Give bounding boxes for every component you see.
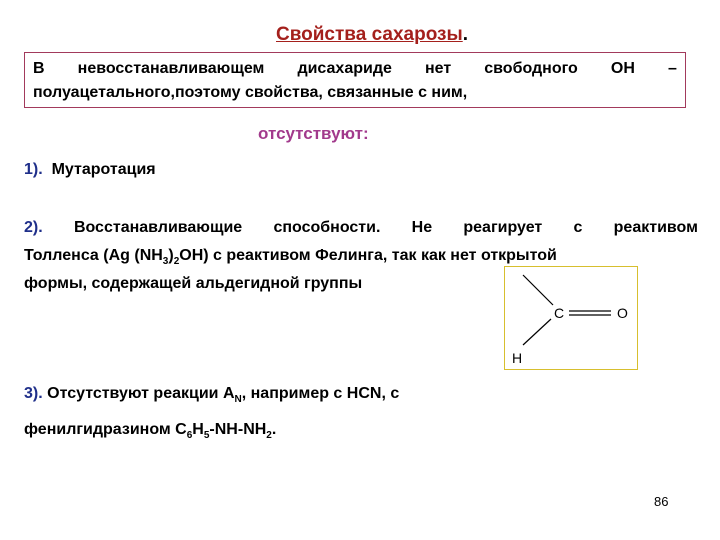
absent-heading: отсутствуют: — [258, 124, 369, 143]
statement-line-1 — [33, 57, 677, 81]
subscript: 3 — [162, 256, 169, 268]
item-3-text: H — [192, 421, 204, 438]
item-2-text: OH) с реактивом Фелинга, так как нет открытой — [179, 247, 557, 264]
subscript: 6 — [186, 430, 193, 442]
item-1-text: Мутаротация — [51, 161, 156, 178]
item-3-text: -NH-NH — [209, 421, 267, 438]
title-text: Свойства сахарозы — [276, 24, 463, 45]
item-3 — [24, 380, 399, 444]
item-3-number: 3). — [24, 385, 43, 402]
item-3-text: Отсутствуют реакции A — [47, 385, 235, 402]
item-2-number: 2). — [24, 219, 43, 236]
aldehyde-group-diagram — [505, 267, 639, 371]
item-2-word: с — [573, 219, 583, 236]
statement-word: – — [668, 60, 677, 77]
item-2-word: способности. — [273, 219, 381, 236]
oxygen-label: O — [617, 305, 628, 321]
statement-word: дисахариде — [297, 60, 392, 77]
item-2-word: реактивом — [613, 219, 698, 236]
subscript: 2 — [266, 430, 272, 442]
item-2-text: ) — [168, 247, 174, 264]
carbon-label: C — [554, 305, 565, 321]
item-3-text: фенилгидразином C — [24, 421, 187, 438]
statement-word: ОН — [610, 60, 635, 77]
item-2-word: Не — [411, 219, 433, 236]
statement-box — [24, 52, 686, 108]
item-2-word: Восстанавливающие — [73, 219, 243, 236]
statement-word: нет — [424, 60, 452, 77]
aldehyde-formula-frame — [504, 266, 638, 370]
page-number: 86 — [654, 494, 669, 509]
item-2-line-1 — [24, 214, 698, 242]
item-1 — [24, 156, 156, 184]
item-2-line-3: формы, содержащей альдегидной группы — [24, 275, 363, 292]
hydrogen-label: H — [512, 350, 523, 366]
bond-line — [523, 319, 551, 345]
item-1-number: 1). — [24, 161, 43, 178]
item-3-line-1 — [24, 380, 399, 408]
item-2-text: Толленса (Ag (NH — [24, 247, 163, 264]
item-3-text: , например с HCN, с — [241, 385, 400, 402]
statement-word: В — [33, 60, 45, 77]
statement-line-2: полуацетального,поэтому свойства, связанные с ним, — [33, 84, 468, 101]
bond-line — [523, 275, 553, 305]
subscript: N — [234, 394, 242, 406]
subscript: 2 — [173, 256, 180, 268]
subscript: 5 — [203, 430, 210, 442]
item-3-text: . — [271, 421, 277, 438]
page-title — [12, 24, 720, 46]
item-3-line-2 — [24, 416, 399, 444]
title-dot: . — [462, 24, 468, 45]
statement-word: невосстанавливающем — [77, 60, 265, 77]
item-2-word: реагирует — [463, 219, 543, 236]
statement-word: свободного — [484, 60, 578, 77]
